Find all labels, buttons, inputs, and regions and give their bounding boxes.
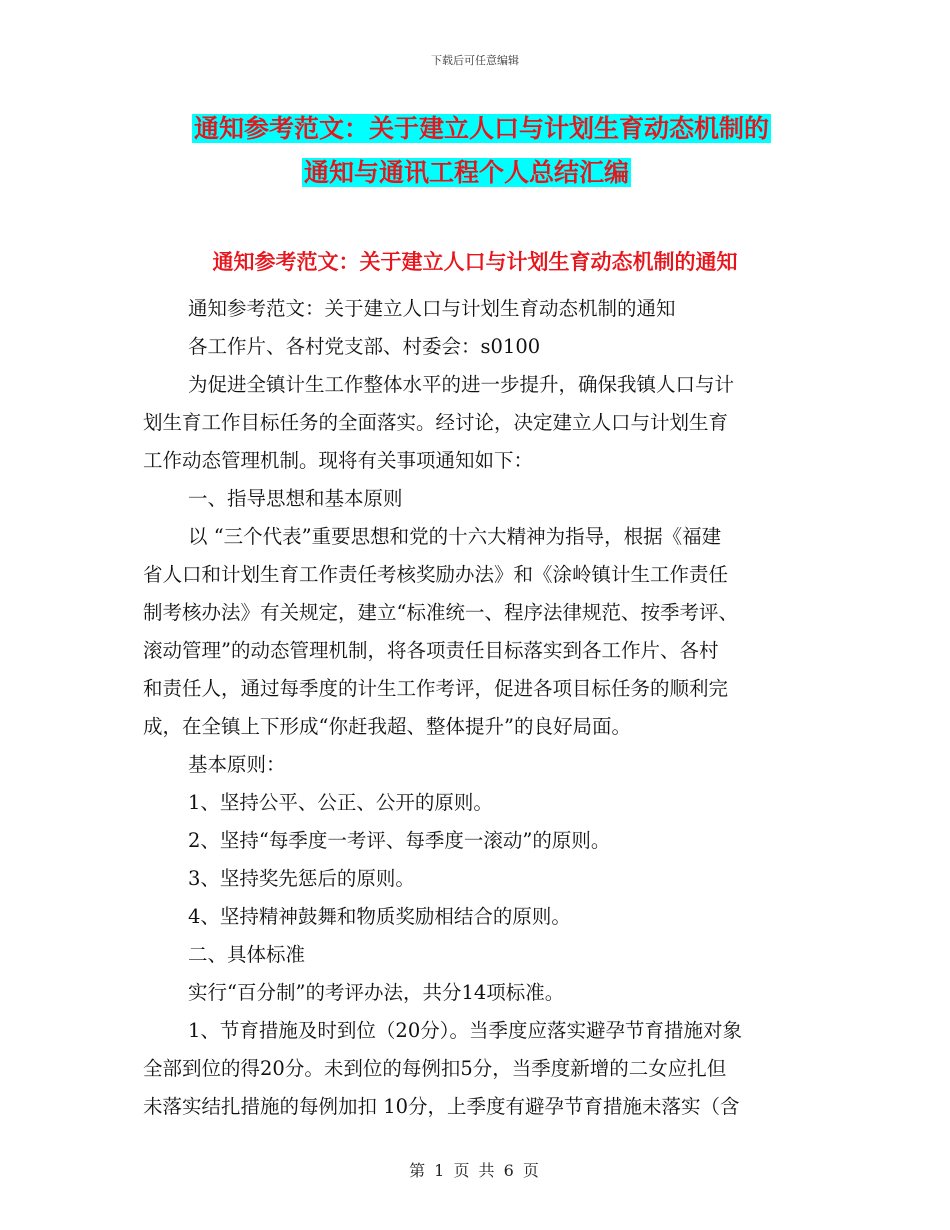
body-line: 通知参考范文：关于建立人口与计划生育动态机制的通知 bbox=[188, 297, 676, 320]
body-line: 2、坚持“每季度一考评、每季度一滚动”的原则。 bbox=[188, 829, 611, 852]
body-line: 4、坚持精神鼓舞和物质奖励相结合的原则。 bbox=[188, 905, 571, 928]
body-line: 制考核办法》有关规定，建立“标准统一、程序法律规范、按季考评、 bbox=[143, 601, 738, 624]
section-title: 通知参考范文：关于建立人口与计划生育动态机制的通知 bbox=[212, 250, 738, 274]
body-line: 1、坚持公平、公正、公开的原则。 bbox=[188, 791, 493, 814]
body-line: 和责任人，通过每季度的计生工作考评，促进各项目标任务的顺利完 bbox=[143, 677, 729, 700]
body-line: 全部到位的得20分。未到位的每例扣5分，当季度新增的二女应扎但 bbox=[143, 1057, 727, 1080]
body-line: 未落实结扎措施的每例加扣 10分，上季度有避孕节育措施未落实（含 bbox=[143, 1095, 740, 1118]
document-body bbox=[143, 290, 813, 1126]
body-line: 1、节育措施及时到位（20分）。当季度应落实避孕节育措施对象 bbox=[188, 1019, 742, 1042]
body-line: 成，在全镇上下形成“你赶我超、整体提升”的良好局面。 bbox=[143, 715, 631, 738]
page-header-note: 下载后可任意编辑 bbox=[431, 54, 519, 67]
document-title-line-2 bbox=[302, 156, 922, 190]
title-line-2-text: 通知与通讯工程个人总结汇编 bbox=[304, 158, 630, 187]
body-line: 省人口和计划生育工作责任考核奖励办法》和《涂岭镇计生工作责任 bbox=[143, 563, 729, 586]
body-line: 实行“百分制”的考评办法，共分14项标准。 bbox=[188, 981, 565, 1004]
body-line: 各工作片、各村党支部、村委会：s0100 bbox=[188, 335, 541, 358]
document-title-line-1 bbox=[192, 112, 812, 146]
body-line: 一、指导思想和基本原则 bbox=[188, 487, 403, 510]
body-line: 滚动管理”的动态管理机制，将各项责任目标落实到各工作片、各村 bbox=[143, 639, 719, 662]
body-line: 工作动态管理机制。现将有关事项通知如下： bbox=[143, 449, 534, 472]
body-line: 二、具体标准 bbox=[188, 943, 306, 966]
title-line-1-text: 通知参考范文：关于建立人口与计划生育动态机制的 bbox=[194, 114, 770, 143]
body-line: 3、坚持奖先惩后的原则。 bbox=[188, 867, 415, 890]
page-number: 第 1 页 共 6 页 bbox=[409, 1161, 541, 1180]
body-line: 划生育工作目标任务的全面落实。经讨论，决定建立人口与计划生育 bbox=[143, 411, 729, 434]
body-line: 基本原则： bbox=[188, 753, 286, 776]
body-line: 以 “三个代表”重要思想和党的十六大精神为指导，根据《福建 bbox=[188, 525, 722, 548]
body-line: 为促进全镇计生工作整体水平的进一步提升，确保我镇人口与计 bbox=[188, 373, 735, 396]
